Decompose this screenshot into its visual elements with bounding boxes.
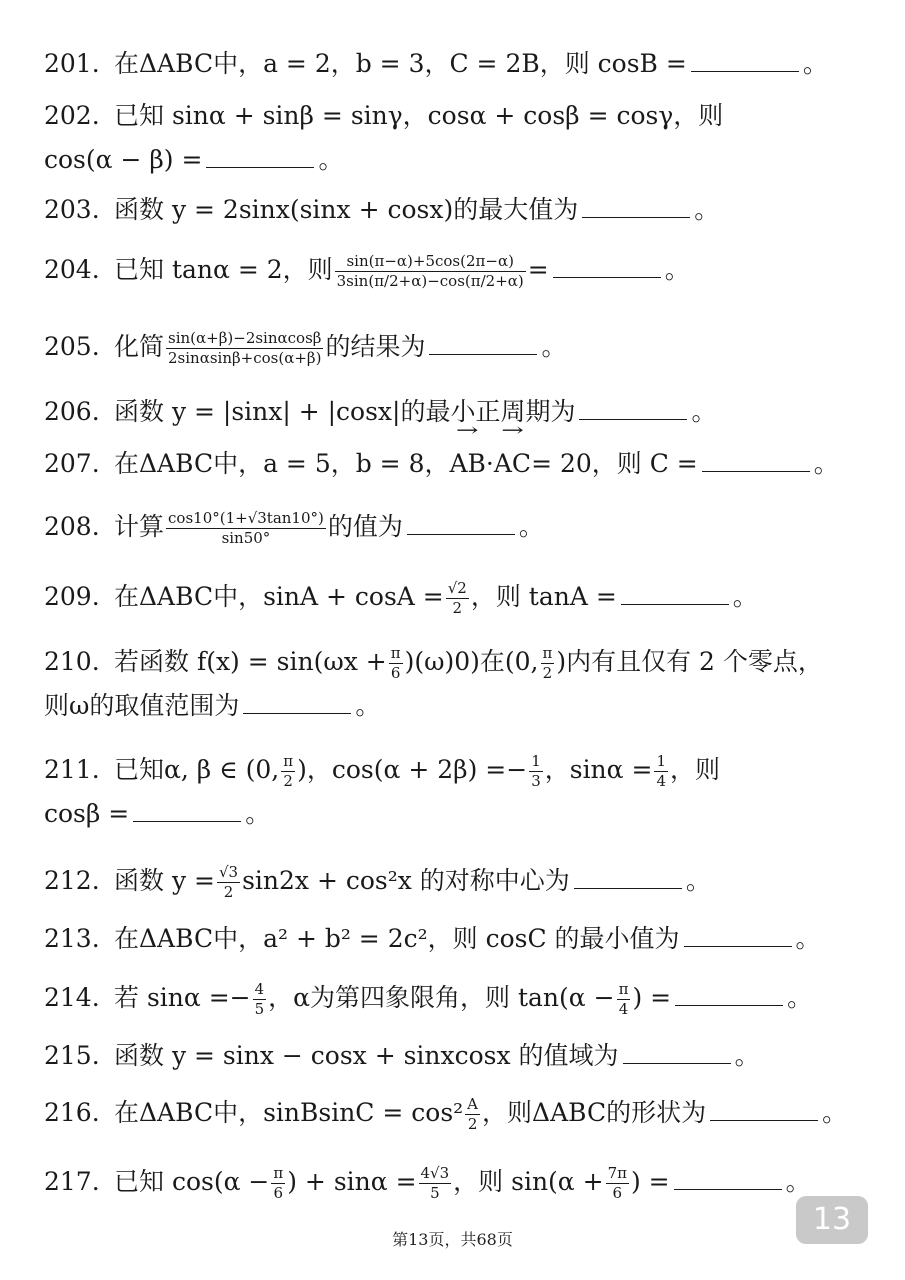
problem-line2 [44,138,874,182]
fraction-numerator: sin(π−α)+5cos(2π−α) [335,252,526,272]
problem-number: 215. [44,1041,100,1070]
problem-207 [44,442,874,486]
fraction-denominator: 5 [254,1000,265,1018]
problem-text: 若函数 f(x) = sin(ωx + [114,647,387,676]
problem-text: 函数 y = 2sinx(sinx + cosx)的最大值为 [114,195,579,224]
fraction [253,980,267,1019]
problem-text-after: ) = [630,1167,670,1196]
fraction-numerator: sin(α+β)−2sinαcosβ [168,329,322,347]
problem-text-after: = 20，则 C = [531,449,698,478]
fraction-numerator: π [618,980,629,998]
fraction-denominator: 3sin(π/2+α)−cos(π/2+α) [336,272,524,290]
period: 。 [785,1167,811,1196]
problem-215 [44,1034,874,1078]
problem-text: 化简 [114,332,165,361]
fraction-numerator: π [283,752,294,770]
problem-text-after: ，α为第四象限角，则 tan(α − [268,983,615,1012]
fraction-denominator: 2 [467,1115,478,1133]
fraction-denominator: 4 [618,1000,629,1018]
problem-number: 216. [44,1098,100,1127]
answer-blank[interactable] [206,145,314,168]
fraction-numerator: √2 [447,579,467,597]
problem-text-line2: cosβ = [44,799,130,828]
answer-blank[interactable] [429,332,537,355]
problem-number: 208. [44,512,100,541]
problem-text-after: 的结果为 [325,332,426,361]
problem-number: 209. [44,582,100,611]
fraction-denominator: 3 [531,772,541,790]
problem-217 [44,1160,874,1204]
problem-number: 210. [44,647,100,676]
fraction-denominator: 2 [283,772,293,790]
fraction-denominator: 2 [542,664,553,682]
fraction-numerator: A [467,1095,479,1113]
period: 。 [734,1041,760,1070]
fraction-numerator: π [542,644,553,662]
fraction-denominator: 4 [656,772,666,790]
problem-text: 若 sinα =− [114,983,251,1012]
fraction-numerator: 4√3 [420,1164,450,1182]
period: 。 [518,512,544,541]
dot-operator: · [485,449,494,478]
fraction-denominator: 6 [390,664,401,682]
problem-211 [44,748,874,836]
period: 。 [318,145,344,174]
fraction-denominator: 2 [452,599,463,617]
problem-201 [44,42,874,86]
vector-ac: → AC [494,442,531,486]
problem-number: 212. [44,866,100,895]
problem-203 [44,188,874,232]
problem-209 [44,575,874,619]
fraction [465,1095,480,1134]
period: 。 [245,799,271,828]
problem-text: 计算 [114,512,165,541]
problem-text: 函数 y = |sinx| + |cosx|的最小正周期为 [114,397,576,426]
problem-210 [44,640,874,728]
fraction [166,509,326,548]
period: 。 [732,582,758,611]
fraction-numerator: cos10°(1+√3tan10°) [168,509,324,527]
answer-blank[interactable] [243,691,351,714]
problem-204 [44,248,874,292]
answer-blank[interactable] [621,582,729,605]
problem-text: 已知 tanα = 2，则 [114,255,333,284]
problem-text: 已知 sinα + sinβ = sinγ，cosα + cosβ = cosγ，则 [114,101,724,130]
answer-blank[interactable] [574,866,682,889]
period: 。 [691,397,717,426]
fraction [541,644,555,683]
problem-text-after: ，sinα = [544,755,653,784]
answer-blank[interactable] [675,983,783,1006]
problem-text: 在ΔABC中，a² + b² = 2c²，则 cosC 的最小值为 [114,924,680,953]
period: 。 [822,1098,848,1127]
fraction-numerator: 7π [607,1164,627,1182]
problem-208 [44,505,874,549]
fraction-numerator: 1 [656,752,666,770]
answer-blank[interactable] [133,799,241,822]
problem-text-after: sin2x + cos²x 的对称中心为 [242,866,570,895]
problem-number: 202. [44,101,100,130]
period: 。 [355,691,381,720]
problem-text: 在ΔABC中，a = 5，b = 8， [114,449,450,478]
period: 。 [694,195,720,224]
period: 。 [795,924,821,953]
problem-text-after: ，则 sin(α + [453,1167,604,1196]
problem-line2 [44,792,874,836]
fraction-denominator: 2sinαsinβ+cos(α+β) [168,349,322,367]
problem-text-after: ，则ΔABC的形状为 [482,1098,707,1127]
fraction [281,752,295,791]
fraction [271,1164,285,1203]
fraction [166,329,323,368]
fraction-numerator: 1 [531,752,541,770]
period: 。 [813,449,839,478]
period: 。 [541,332,567,361]
problem-text-after: ，则 tanA = [470,582,617,611]
fraction-numerator: 4 [254,980,265,998]
problem-number: 204. [44,255,100,284]
fraction [446,579,469,618]
period: 。 [664,255,690,284]
fraction-denominator: sin50° [221,529,271,547]
problem-number: 213. [44,924,100,953]
problem-text-line2: 则ω的取值范围为 [44,691,240,720]
problem-text-after: )(ω)0)在(0, [404,647,539,676]
fraction-numerator: π [390,644,401,662]
problem-number: 201. [44,49,100,78]
problem-text-after: ) + sinα = [287,1167,417,1196]
fraction [654,752,668,791]
problem-text-after: ) = [632,983,672,1012]
problem-number: 211. [44,755,100,784]
problem-text: 在ΔABC中，a = 2，b = 3，C = 2B，则 cosB = [114,49,687,78]
fraction [217,863,240,902]
answer-blank[interactable] [684,924,792,947]
problem-205 [44,325,874,369]
problem-212 [44,859,874,903]
period: 。 [787,983,813,1012]
answer-blank[interactable] [582,195,690,218]
problem-number: 206. [44,397,100,426]
problem-214 [44,976,874,1020]
period: 。 [802,49,828,78]
fraction [335,252,526,291]
problem-text-after: ，则 [669,755,720,784]
problem-text: 已知 cos(α − [114,1167,270,1196]
problem-text-after: )，cos(α + 2β) =− [297,755,528,784]
answer-blank[interactable] [407,512,515,535]
problem-line2 [44,684,874,728]
fraction [529,752,543,791]
page-footer: 第13页，共68页 [392,1230,513,1249]
fraction-denominator: 5 [430,1184,440,1202]
problem-text-after: )内有且仅有 2 个零点， [556,647,823,676]
fraction-denominator: 2 [223,883,234,901]
problem-number: 214. [44,983,100,1012]
problem-text-after: 的值为 [327,512,403,541]
problem-text: 在ΔABC中，sinBsinC = cos² [114,1098,464,1127]
problem-text: 函数 y = sinx − cosx + sinxcosx 的值域为 [114,1041,619,1070]
problem-202 [44,94,874,182]
problem-text: 函数 y = [114,866,215,895]
problem-number: 203. [44,195,100,224]
fraction-denominator: 6 [273,1184,284,1202]
answer-blank[interactable] [623,1041,731,1064]
problem-number: 207. [44,449,100,478]
problem-text: 在ΔABC中，sinA + cosA = [114,582,444,611]
period: 。 [685,866,711,895]
fraction [606,1164,629,1203]
fraction [419,1164,452,1203]
problem-number: 217. [44,1167,100,1196]
problem-213 [44,917,874,961]
fraction-numerator: π [273,1164,284,1182]
problem-text-line2: cos(α − β) = [44,145,203,174]
problem-text-after: = [527,255,549,284]
fraction-denominator: 6 [612,1184,623,1202]
answer-blank[interactable] [702,449,810,472]
fraction-numerator: √3 [218,863,239,881]
answer-blank[interactable] [691,49,799,72]
answer-blank[interactable] [710,1098,818,1121]
page-number-badge[interactable]: 13 [796,1196,868,1244]
answer-blank[interactable] [553,255,661,278]
vector-ab: → AB [449,442,485,486]
fraction [389,644,403,683]
fraction [617,980,631,1019]
answer-blank[interactable] [579,397,687,420]
answer-blank[interactable] [674,1167,782,1190]
problem-number: 205. [44,332,100,361]
problem-text: 已知α, β ∈ (0, [114,755,280,784]
problem-216 [44,1091,874,1135]
